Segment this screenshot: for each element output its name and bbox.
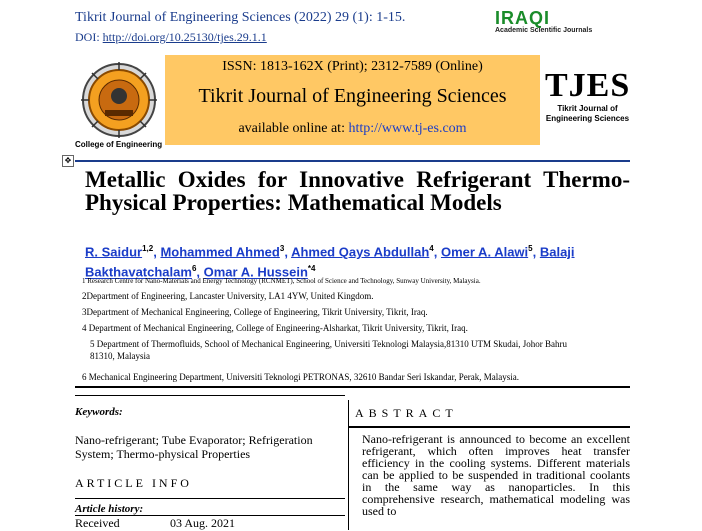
column-separator <box>348 400 349 530</box>
doi-label: DOI: <box>75 30 103 44</box>
author-name[interactable]: Omar A. Hussein <box>203 264 308 280</box>
received-label: Received <box>75 516 120 530</box>
author-sup: *4 <box>307 264 316 274</box>
abstract-heading: ABSTRACT <box>355 406 458 420</box>
keywords-top-rule <box>75 395 345 396</box>
affiliation-3: 3Department of Mechanical Engineering, College of Engineering, Tikrit University, Tikrit, Iraq. <box>82 307 428 317</box>
affiliation-5: 5 Department of Thermofluids, School of Mechanical Engineering, Universiti Teknologi Malaysia,81310 UTM Skudai, Johor Bahru 81310, Malaysia <box>90 339 567 361</box>
author-sup: 4 <box>429 244 434 253</box>
header-divider <box>75 160 630 162</box>
college-seal-logo <box>78 60 160 146</box>
author-name[interactable]: Balaji Bakthavatchalam <box>85 244 575 280</box>
article-history-label: Article history: <box>75 503 144 515</box>
tjes-logo-line-2: Engineering Sciences <box>545 114 630 123</box>
article-info-column <box>75 400 345 490</box>
issn-line: ISSN: 1813-162X (Print); 2312-7589 (Online) <box>222 59 483 74</box>
journal-citation: Tikrit Journal of Engineering Sciences (2022) 29 (1): 1-15. <box>75 10 406 25</box>
doi-link[interactable]: http://doi.org/10.25130/tjes.29.1.1 <box>102 30 267 44</box>
available-online-line <box>165 121 540 137</box>
journal-banner <box>165 55 540 145</box>
article-info-heading: ARTICLE INFO <box>75 476 192 490</box>
abstract-rule <box>348 426 630 428</box>
affiliation-1: 1 Research Centre for Nano-Materials and Energy Technology (RCNMET), School of Science and Technology, Sunway University, Malaysia. <box>82 277 481 285</box>
article-title: Metallic Oxides for Innovative Refrigerant Thermo-Physical Properties: Mathematical Models <box>85 167 630 215</box>
tjes-logo <box>545 68 630 124</box>
keywords-text: Nano-refrigerant; Tube Evaporator; Refrigeration System; Thermo-physical Properties <box>75 433 313 461</box>
author-name[interactable]: Mohammed Ahmed <box>160 244 280 260</box>
author-sup: 1,2 <box>142 244 154 253</box>
tjes-logo-line-1: Tikrit Journal of <box>557 104 618 113</box>
author-name[interactable]: R. Saidur <box>85 244 143 260</box>
author-sup: 5 <box>528 244 533 253</box>
article-info-rule <box>75 498 345 499</box>
author-name[interactable]: Ahmed Qays Abdullah <box>291 244 430 260</box>
author-list: R. Saidur$^{1,2}$, Mohammed Ahmed$^3$, Ahmed Qays Abdullah$^4$, Omer A. Alawi$^5$, Balaji Bakthavatchalam$^6$, Omar A. Hussein$^{*4}$ <box>85 244 575 280</box>
tjes-logo-word: TJES <box>545 67 631 104</box>
author-sup: 6 <box>191 264 197 274</box>
abstract-text: Nano-refrigerant is announced to become an excellent refrigerant, which often improves heat transfer efficiency in the cooling systems. Different materials can be applied to be suspended in traditional coolants in the same way as nanoparticles. In this comprehensive research, mathematical modeling was used to <box>362 432 630 518</box>
author-sup: 3 <box>279 244 285 253</box>
affiliation-2: 2Department of Engineering, Lancaster University, LA1 4YW, United Kingdom. <box>82 291 374 301</box>
iraqi-journals-logo <box>495 8 625 34</box>
keywords-label: Keywords: <box>75 406 123 418</box>
author-name[interactable]: Omer A. Alawi <box>440 244 529 260</box>
affiliation-4: 4 Department of Mechanical Engineering, College of Engineering-Alsharkat, Tikrit University, Tikrit, Iraq. <box>82 323 468 333</box>
available-prefix: available online at: <box>238 121 349 136</box>
banner-journal-name: Tikrit Journal of Engineering Sciences <box>198 85 507 107</box>
affiliation-6: 6 Mechanical Engineering Department, Universiti Teknologi PETRONAS, 32610 Bandar Seri Iskandar, Perak, Malaysia. <box>82 372 519 382</box>
section-divider <box>75 386 630 388</box>
iraqi-logo-subtitle: Academic Scientific Journals <box>495 27 593 34</box>
iraqi-logo-word: IRAQI <box>495 8 551 28</box>
received-date: 03 Aug. 2021 <box>170 516 236 530</box>
college-of-engineering-label: College of Engineering <box>75 140 163 149</box>
journal-website-link[interactable]: http://www.tj-es.com <box>348 121 467 136</box>
table-move-handle-icon[interactable]: ✥ <box>62 155 74 167</box>
doi-line <box>75 30 267 45</box>
